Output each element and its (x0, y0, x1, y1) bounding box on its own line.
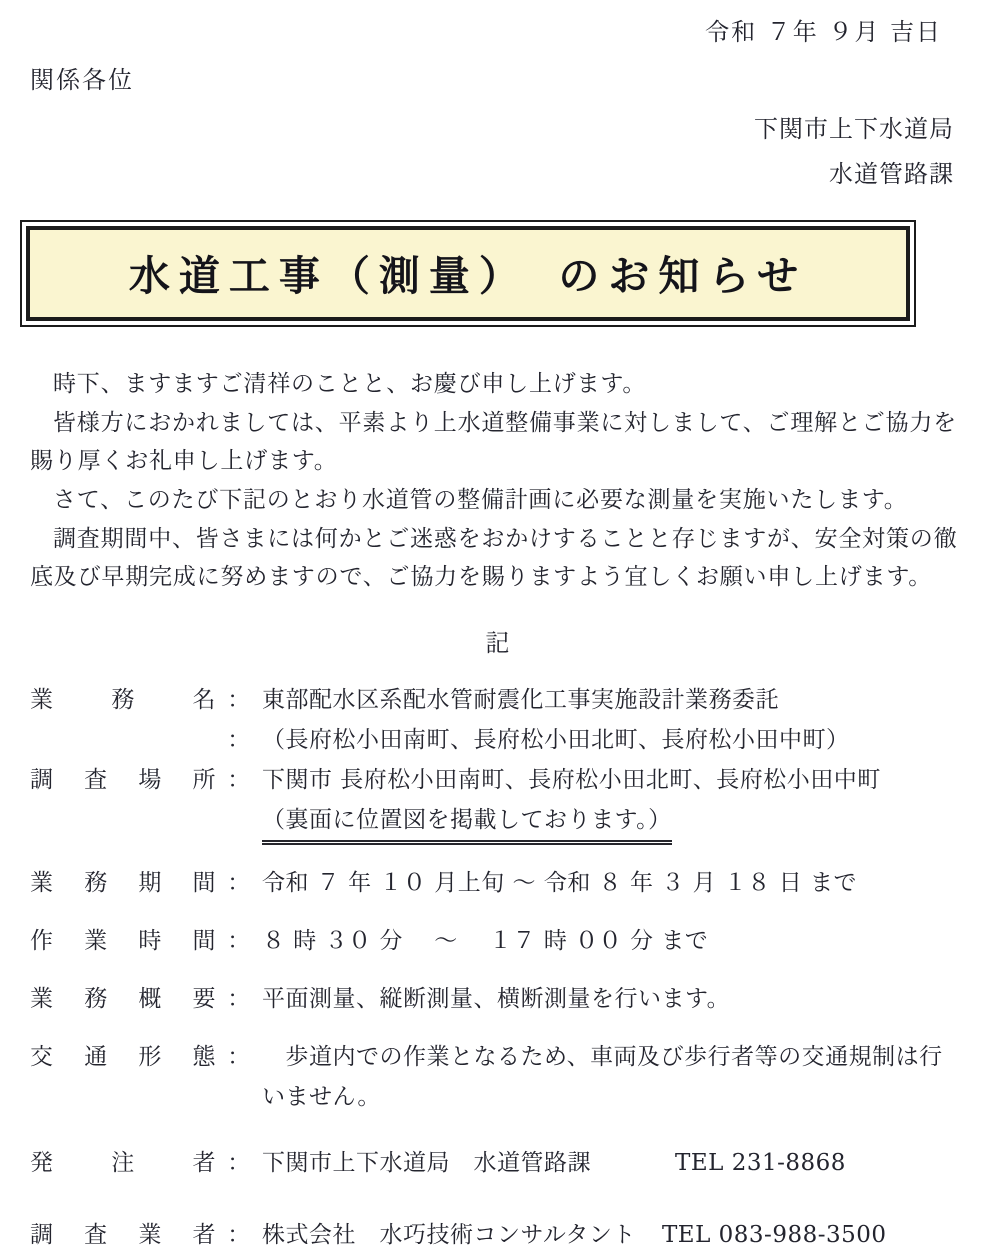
map-reference-note: （裏面に位置図を掲載しております。） (262, 800, 672, 845)
paragraph-apology: 調査期間中、皆さまには何かとご迷惑をおかけすることと存じますが、安全対策の徹底及び早期完成に努めますので、ご協力を賜りますよう宜しくお願い申し上げます。 (30, 525, 958, 591)
survey-contractor-name: 株式会社 水巧技術コンサルタント (262, 1221, 636, 1248)
info-value: （長府松小田南町、長府松小田北町、長府松小田中町） (262, 726, 850, 753)
info-colon: ： (227, 726, 251, 753)
row-survey-location (30, 760, 966, 800)
info-label: 調査場所 (30, 766, 216, 793)
info-colon: ： (227, 1221, 251, 1248)
row-business-name (30, 680, 966, 720)
paragraph-thanks: 皆様方におかれましては、平素より上水道整備事業に対しまして、ご理解とご協力を賜り厚くお礼申し上げます。 (30, 409, 957, 475)
paragraph-survey-notice: さて、このたび下記のとおり水道管の整備計画に必要な測量を実施いたします。 (53, 487, 908, 514)
ki-marker: 記 (485, 628, 511, 657)
row-work-hours (30, 921, 966, 961)
sender-department: 水道管路課 (829, 159, 954, 188)
info-value: 東部配水区系配水管耐震化工事実施設計業務委託 (262, 686, 779, 713)
info-value: いません。 (262, 1083, 381, 1110)
row-business-name-cont (30, 720, 966, 760)
ordering-party-tel: TEL 231-8868 (675, 1149, 846, 1176)
recipient: 関係各位 (30, 66, 134, 95)
info-value: 平面測量、縦断測量、横断測量を行います。 (262, 985, 731, 1012)
info-label: 調査業者 (30, 1221, 216, 1248)
document-date: 令和 ７年 ９月 吉日 (705, 18, 942, 46)
info-label: 業務名 (30, 686, 216, 713)
row-survey-contractor (30, 1215, 966, 1255)
info-colon: ： (227, 686, 251, 713)
survey-contractor-tel: TEL 083-988-3500 (661, 1221, 887, 1248)
row-survey-location-note (30, 800, 966, 845)
info-colon: ： (227, 1149, 251, 1176)
info-value: 下関市 長府松小田南町、長府松小田北町、長府松小田中町 (262, 766, 881, 793)
info-value (262, 800, 966, 845)
row-traffic-condition-cont (30, 1077, 966, 1117)
sender-block (30, 107, 966, 196)
info-label: 業務概要 (30, 985, 216, 1012)
paragraph-greeting: 時下、ますますご清祥のことと、お慶び申し上げます。 (53, 371, 647, 398)
greeting-paragraphs (30, 365, 966, 597)
info-label: 交通形態 (30, 1043, 216, 1070)
info-label: 業務期間 (30, 869, 216, 896)
info-colon: ： (227, 1043, 251, 1070)
notice-title-box (20, 220, 916, 327)
info-label: 作業時間 (30, 927, 216, 954)
info-colon: ： (227, 766, 251, 793)
info-value: 令和 ７ 年 １０ 月上旬 ～ 令和 ８ 年 ３ 月 １８ 日 まで (262, 869, 858, 896)
info-value: 歩道内での作業となるため、車両及び歩行者等の交通規制は行 (262, 1043, 943, 1070)
ordering-party-name: 下関市上下水道局 水道管路課 (262, 1149, 591, 1176)
info-value (262, 1143, 966, 1183)
info-colon: ： (227, 869, 251, 896)
row-traffic-condition (30, 1037, 966, 1077)
info-colon: ： (227, 985, 251, 1012)
row-ordering-party (30, 1143, 966, 1183)
details-section (30, 680, 966, 1255)
row-business-period (30, 863, 966, 903)
info-label: 発注者 (30, 1149, 216, 1176)
info-colon: ： (227, 927, 251, 954)
sender-organization: 下関市上下水道局 (754, 115, 954, 144)
notice-title: 水道工事（測量） のお知らせ (26, 226, 910, 321)
row-business-overview (30, 979, 966, 1019)
info-value (262, 1215, 966, 1255)
info-value: ８ 時 ３０ 分 ～ １７ 時 ００ 分 まで (262, 927, 709, 954)
